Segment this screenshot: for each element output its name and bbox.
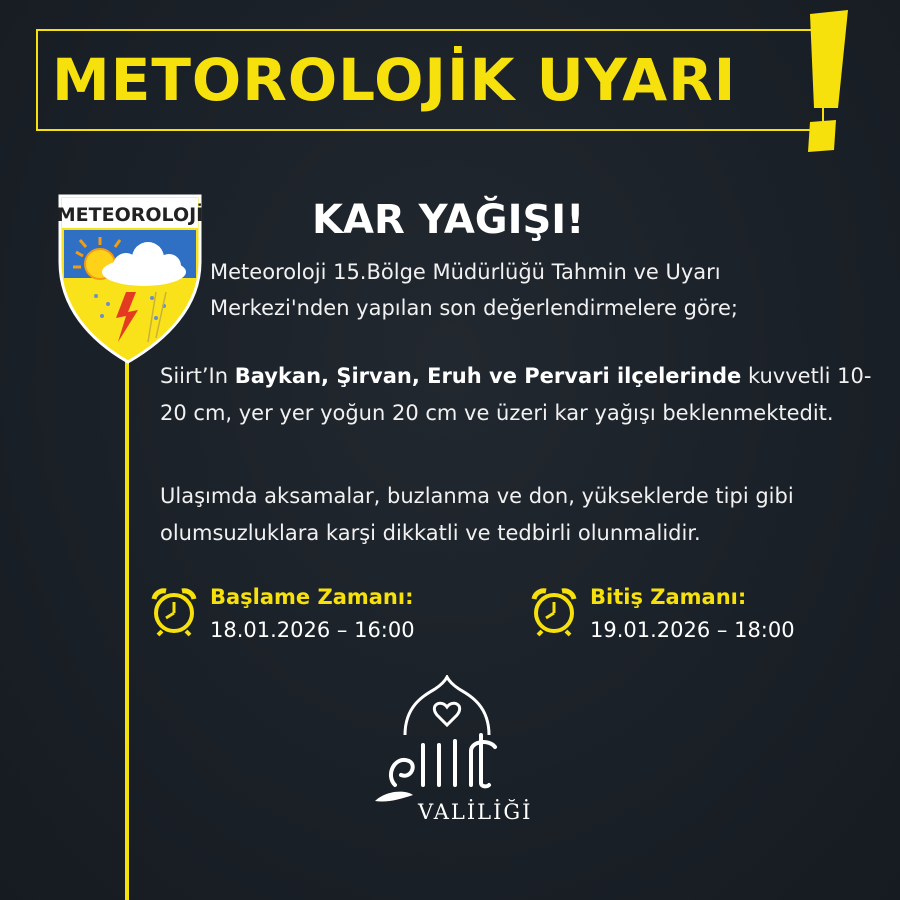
exclamation-icon xyxy=(788,10,858,160)
forecast-lead: Siirt’In xyxy=(160,364,235,388)
forecast-districts: Baykan, Şirvan, Eruh ve Pervari ilçelerinde xyxy=(234,364,742,388)
warning-subtitle: KAR YAĞIŞI! xyxy=(312,197,585,243)
forecast-paragraph xyxy=(160,358,890,432)
page-title: METOROLOJİK UYARI xyxy=(52,46,737,114)
alarm-clock-icon xyxy=(528,585,580,637)
alarm-clock-icon xyxy=(148,585,200,637)
logo-caption: VALİLİĞİ xyxy=(418,800,533,824)
siirt-valiligi-logo xyxy=(365,675,535,805)
badge-label: METEOROLOJİ xyxy=(56,204,204,226)
advisory-paragraph: Ulaşımda aksamalar, buzlanma ve don, yükseklerde tipi gibi olumsuzluklara karşi dikkatli ve tedbirli olunmalidir. xyxy=(160,484,794,545)
sign-pole xyxy=(125,360,129,900)
intro-text: Meteoroloji 15.Bölge Müdürlüğü Tahmin ve Uyarı Merkezi'nden yapılan son değerlendirmelere göre; xyxy=(210,260,738,320)
end-time-label: Bitiş Zamanı: xyxy=(590,585,747,609)
end-time-value: 19.01.2026 – 18:00 xyxy=(590,618,795,642)
forecast-rest: kuvvetli 10-20 cm, yer yer yoğun 20 cm ve üzeri kar yağışı beklenmektedit. xyxy=(160,364,872,425)
start-time-value: 18.01.2026 – 16:00 xyxy=(210,618,415,642)
meteoroloji-badge xyxy=(56,192,204,364)
start-time-label: Başlame Zamanı: xyxy=(210,585,414,609)
